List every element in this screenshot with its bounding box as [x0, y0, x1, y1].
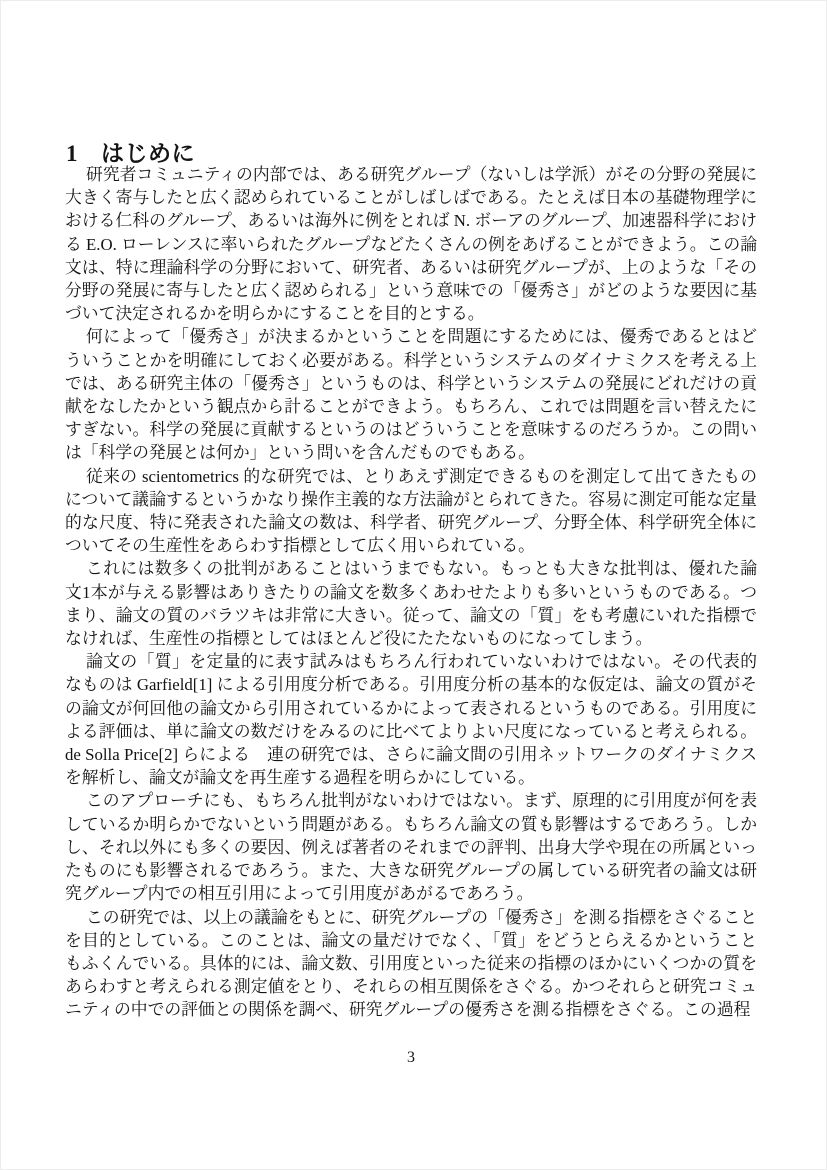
- section-number: 1: [66, 141, 78, 167]
- paragraph-4: これには数多くの批判があることはいうまでもない。もっとも大きな批判は、優れた論文1本が与える影響はありきたりの論文を数多くあわせたよりも多いというものである。つまり、論文の質のバラツキは非常に大きい。従って、論文の「質」をも考慮にいれた指標でなければ、生産性の指標としてはほとんど役にたたないものになってしまう。: [65, 559, 757, 649]
- paragraph-7: この研究では、以上の議論をもとに、研究グループの「優秀さ」を測る指標をさぐることを目的としている。このことは、論文の量だけでなく、「質」をどうとらえるかということもふくんでいる。具体的には、論文数、引用度といった従来の指標のほかにいくつかの質をあらわすと考えられる測定値をとり、それらの相互関係をさぐる。かつそれらと研究コミュニティの中での評価との関係を調べ、研究グループの優秀さを測る指標をさぐる。この過程: [65, 907, 757, 1020]
- paragraph-3: 従来の scientometrics 的な研究では、とりあえず測定できるものを測定して出てきたものについて議論するというかなり操作主義的な方法論がとられてきた。容易に測定可能な定量的な尺度、特に発表された論文の数は、科学者、研究グループ、分野全体、科学研究全体についてその生産性をあらわす指標として広く用いられている。: [65, 466, 757, 556]
- paragraph-2: 何によって「優秀さ」が決まるかということを問題にするためには、優秀であるとはどういうことかを明確にしておく必要がある。科学というシステムのダイナミクスを考える上では、ある研究主体の「優秀さ」というものは、科学というシステムの発展にどれだけの貢献をなしたかという観点から計ることができよう。もちろん、これでは問題を言い替えたにすぎない。科学の発展に貢献するというのはどういうことを意味するのだろうか。この問いは「科学の発展とは何か」という問いを含んだものでもある。: [65, 327, 757, 463]
- paragraph-1: 研究者コミュニティの内部では、ある研究グループ（ないしは学派）がその分野の発展に大きく寄与したと広く認められていることがしばしばである。たとえば日本の基礎物理学における仁科のグループ、あるいは海外に例をとれば N. ボーアのグループ、加速器科学における E.O. ローレンスに率いられたグループなどたくさんの例をあげることができよう。この論文は、特に理論科学の分野において、研究者、あるいは研究グループが、上のような「その分野の発展に寄与したと広く認められる」という意味での「優秀さ」がどのような要因に基づいて決定されるかを明らかにすることを目的とする。: [65, 165, 757, 324]
- section-title: はじめに: [101, 141, 195, 167]
- body-text: [65, 163, 757, 1022]
- paragraph-6: このアプローチにも、もちろん批判がないわけではない。まず、原理的に引用度が何を表しているか明らかでないという問題がある。もちろん論文の質も影響はするであろう。しかし、それ以外にも多くの要因、例えば著者のそれまでの評判、出身大学や現在の所属といったものにも影響されるであろう。また、大きな研究グループの属している研究者の論文は研究グループ内での相互引用によって引用度があがるであろう。: [65, 791, 757, 904]
- page-number: 3: [407, 1049, 415, 1066]
- paragraph-5: 論文の「質」を定量的に表す試みはもちろん行われていないわけではない。その代表的なものは Garfield[1] による引用度分析である。引用度分析の基本的な仮定は、論文の質がその論文が何回他の論文から引用されているかによって表されるというものである。引用度による評価は、単に論文の数だけをみるのに比べてよりよい尺度になっていると考えられる。de Solla Price[2] らによる 連の研究では、さらに論文間の引用ネットワークのダイナミクスを解析し、論文が論文を再生産する過程を明らかにしている。: [65, 652, 757, 788]
